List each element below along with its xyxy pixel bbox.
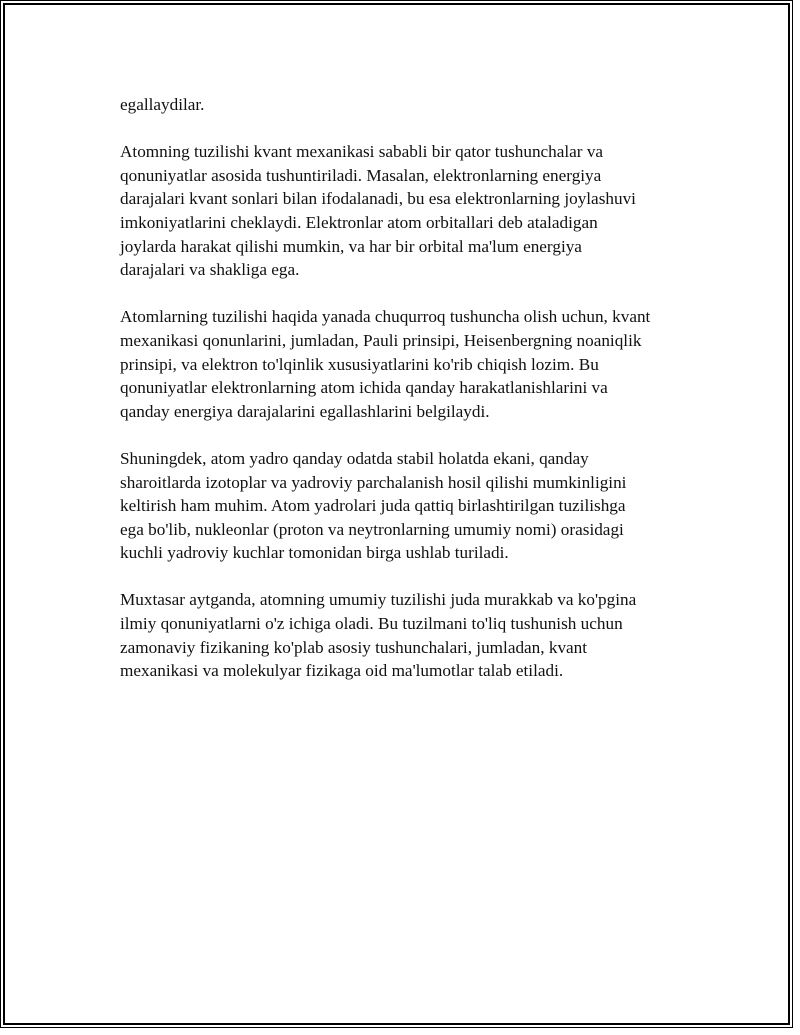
paragraph-5 [120,588,710,682]
text-line: joylarda harakat qilishi mumkin, va har bir orbital ma'lum energiya [120,236,582,256]
text-line: Atomning tuzilishi kvant mexanikasi sababli bir qator tushunchalar va [120,142,604,162]
document-body [120,93,710,706]
paragraph-2 [120,140,710,282]
text-line: Shuningdek, atom yadro qanday odatda stabil holatda ekani, qanday [120,448,589,468]
text-line: kuchli yadroviy kuchlar tomonidan birga ushlab turiladi. [120,543,509,563]
text-line: keltirish ham muhim. Atom yadrolari juda qattiq birlashtirilgan tuzilishga [120,496,626,516]
text-line: egallaydilar. [120,95,205,114]
paragraph-4 [120,447,710,565]
paragraph-3 [120,305,710,423]
text-line: ega bo'lib, nukleonlar (proton va neytronlarning umumiy nomi) orasidagi [120,519,624,539]
text-line: qonuniyatlar elektronlarning atom ichida qanday harakatlanishlarini va [120,378,608,398]
text-line: qanday energiya darajalarini egallashlarini belgilaydi. [120,401,490,421]
text-line: qonuniyatlar asosida tushuntiriladi. Masalan, elektronlarning energiya [120,165,602,185]
text-line: Muxtasar aytganda, atomning umumiy tuzilishi juda murakkab va ko'pgina [120,590,637,610]
text-line: Atomlarning tuzilishi haqida yanada chuqurroq tushuncha olish uchun, kvant [120,307,651,327]
text-line: prinsipi, va elektron to'lqinlik xususiyatlarini ko'rib chiqish lozim. Bu [120,354,599,374]
text-line: imkoniyatlarini cheklaydi. Elektronlar atom orbitallari deb ataladigan [120,212,598,232]
text-line: mexanikasi qonunlarini, jumladan, Pauli prinsipi, Heisenbergning noaniqlik [120,330,642,350]
document-page [3,3,790,1025]
text-line: zamonaviy fizikaning ko'plab asosiy tushunchalari, jumladan, kvant [120,637,588,657]
text-line: darajalari kvant sonlari bilan ifodalanadi, bu esa elektronlarning joylashuvi [120,189,636,209]
text-line: sharoitlarda izotoplar va yadroviy parchalanish hosil qilishi mumkinligini [120,472,627,492]
text-line: ilmiy qonuniyatlarni o'z ichiga oladi. Bu tuzilmani to'liq tushunish uchun [120,614,623,634]
text-line: darajalari va shakliga ega. [120,260,300,280]
text-line: mexanikasi va molekulyar fizikaga oid ma'lumotlar talab etiladi. [120,661,564,681]
paragraph-1 [120,93,710,117]
